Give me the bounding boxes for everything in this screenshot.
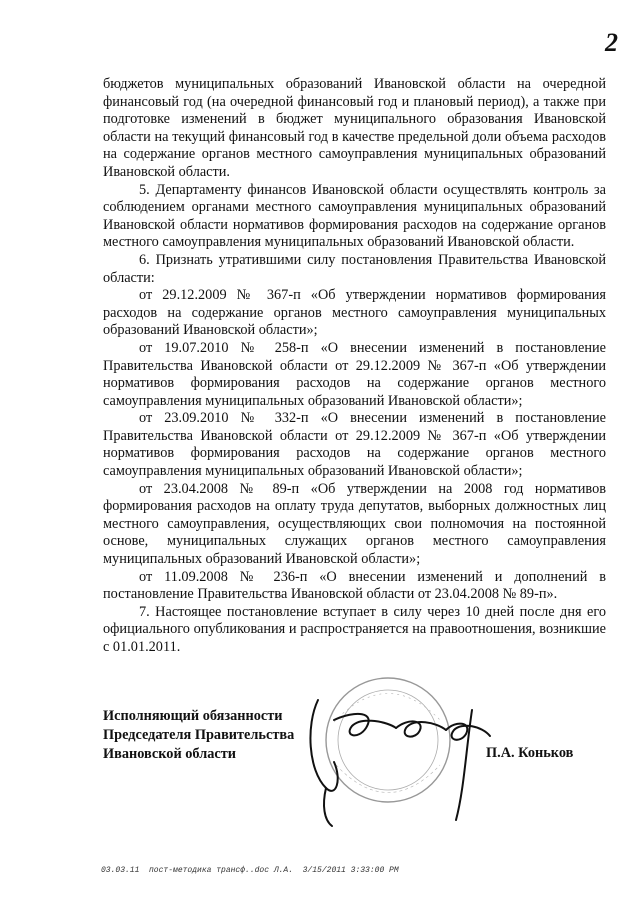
list-item-332: от 23.09.2010 № 332-п «О внесении изменений в постановление Правительства Ивановской области от 29.12.2009 № 367-п «Об утверждении нормативов формирования расходов на содержание органов местного самоуправления муниципальных образований Ивановской области»; <box>103 410 606 480</box>
official-seal-icon <box>326 678 450 802</box>
list-item-89: от 23.04.2008 № 89-п «Об утверждении на 2008 год нормативов формирования расходов на оплату труда депутатов, выборных должностных лиц местного самоуправления, осуществляющих свои полномочия на постоянной основе, муниципальных служащих органов местного самоуправления муниципальных образований Ивановской области»; <box>103 480 606 568</box>
list-item-258: от 19.07.2010 № 258-п «О внесении изменений в постановление Правительства Ивановской области от 29.12.2009 № 367-п «Об утверждении нормативов формирования расходов на содержание органов местного самоуправления муниципальных образований Ивановской области»; <box>103 339 606 409</box>
paragraph-6: 6. Признать утратившими силу постановления Правительства Ивановской области: <box>103 251 606 286</box>
signatory-title-line: Ивановской области <box>103 746 236 762</box>
signatory-title-line: Исполняющий обязанности <box>103 708 283 724</box>
paragraph-7: 7. Настоящее постановление вступает в силу через 10 дней после дня его официального опубликования и распространяется на правоотношения, возникшие с 01.01.2011. <box>103 603 606 655</box>
signatory-name: П.А. Коньков <box>486 745 574 761</box>
paragraph-continuation: бюджетов муниципальных образований Ивановской области на очередной финансовый год (на очередной финансовый год и плановый период), а также при подготовке изменений в бюджет муниципального образования Ивановской области на текущий финансовый год в качестве предельной доли объема расходов на содержание органов местного самоуправления муниципальных образований Ивановской области. <box>103 76 606 180</box>
signatory-title <box>103 707 294 764</box>
list-item-236: от 11.09.2008 № 236-п «О внесении изменений и дополнений в постановление Правительства Ивановской области от 23.04.2008 № 89-п». <box>103 568 606 603</box>
signatory-title-line: Председателя Правительства <box>103 727 295 743</box>
list-item-367: от 29.12.2009 № 367-п «Об утверждении нормативов формирования расходов на содержание органов местного самоуправления муниципальных образований Ивановской области»; <box>103 287 606 339</box>
paragraph-5: 5. Департаменту финансов Ивановской области осуществлять контроль за соблюдением органами местного самоуправления муниципальных образований Ивановской области нормативов формирования расходов на содержание органов местного самоуправления муниципальных образований Ивановской области. <box>103 181 606 251</box>
file-footer: 03.03.11 пост-методика трансф..doc Л.А. 3/15/2011 3:33:00 PM <box>101 866 399 875</box>
page-number: 2 <box>605 28 618 57</box>
handwritten-signature-icon <box>310 700 490 826</box>
document-body <box>103 76 606 657</box>
